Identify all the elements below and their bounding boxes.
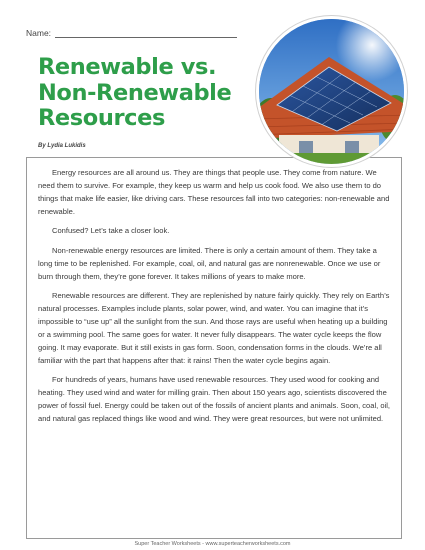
solar-house-photo bbox=[256, 16, 407, 167]
footer: Super Teacher Worksheets - www.superteacherworksheets.com bbox=[134, 541, 291, 547]
name-blank-line[interactable] bbox=[55, 29, 237, 38]
solar-house-illustration bbox=[259, 19, 404, 164]
paragraph: Confused? Let’s take a closer look. bbox=[52, 226, 170, 236]
article-body bbox=[38, 167, 390, 432]
title-line-1: Renewable vs. bbox=[38, 54, 217, 80]
title-line-2: Non-Renewable bbox=[38, 79, 232, 106]
name-label: Name: bbox=[26, 28, 52, 38]
paragraph: Renewable resources are different. They are replenished by nature fairly quickly. They rely on Earth’s natural processes. Examples include plants, solar power, wind, and water. You can imagine that it’s impossible to “use up” all the sunlight from the sun. And those rays are useful when heating up a building or a swimming pool. The same goes for water. It never fully disappears. The water cycle keeps the flow going. It may evaporate. But it still exists in gas form. Soon, condensation forms in the clouds. We’re all familiar with the part that happens after that: it rains! Then the water cycle begins again. bbox=[38, 291, 390, 365]
title-line-3: Resources bbox=[38, 105, 165, 131]
window bbox=[345, 141, 359, 153]
paragraph: Non-renewable energy resources are limited. There is only a certain amount of them. They take a long time to be replenished. For example, coal, oil, and natural gas are nonrenewable. Once we use or burn through them, they’re gone forever. It takes millions of years to make more. bbox=[38, 245, 381, 281]
page-title bbox=[38, 55, 268, 132]
paragraph: Energy resources are all around us. They are things that people use. They come from nature. We need them to survive. For example, they keep us warm and help us cook food. We also use them to do things that make life easier, like driving cars. These resources fall into two categories: non-renewable and renewable. bbox=[38, 168, 390, 216]
name-field-row bbox=[26, 28, 237, 38]
window bbox=[299, 141, 313, 153]
byline: By Lydia Lukidis bbox=[38, 143, 86, 149]
paragraph: For hundreds of years, humans have used renewable resources. They used wood for cooking and heating. They used wind and water for milling grain. Then about 150 years ago, scientists discovered the power of fossil fuel. Energy could be taken out of the fossils of ancient plants and animals. Soon, coal, oil, and natural gas replaced things like wood and wind. They were great resources, but were not unlimited. bbox=[38, 375, 390, 423]
